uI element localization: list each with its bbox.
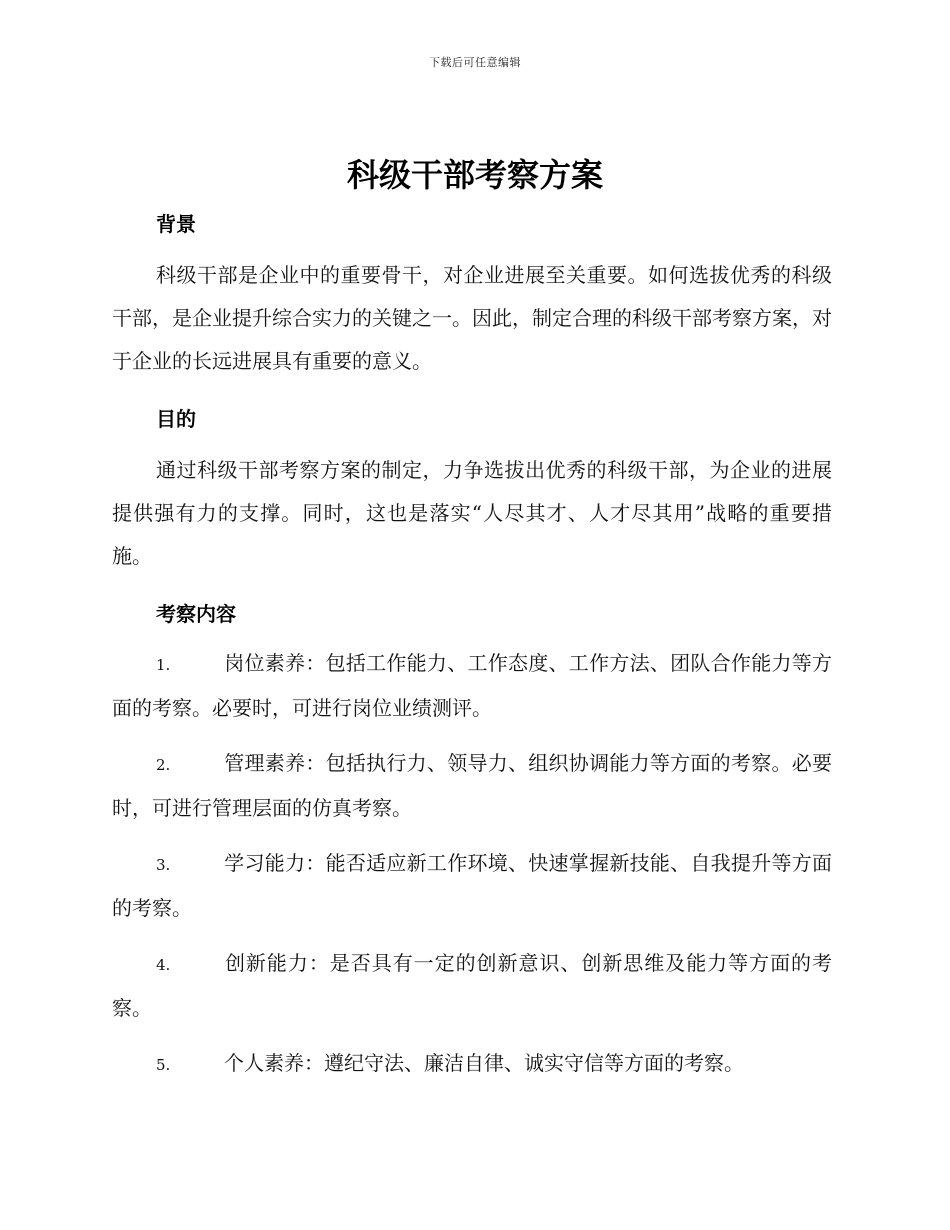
document-body	[112, 200, 832, 1099]
section-heading: 考察内容	[156, 602, 236, 626]
list-item-text: 岗位素养：包括工作能力、工作态度、工作方法、团队合作能力等方面的考察。必要时，可进行岗位业绩测评。	[112, 651, 832, 720]
document-title: 科级干部考察方案	[346, 156, 603, 194]
section-paragraph: 通过科级干部考察方案的制定，力争选拔出优秀的科级干部，为企业的进展提供强有力的支撑。同时，这也是落实“人尽其才、人才尽其用”战略的重要措施。	[112, 458, 832, 568]
list-number: 4.	[156, 956, 171, 974]
list-item	[112, 842, 832, 930]
list-item	[112, 642, 832, 730]
section-background	[112, 204, 832, 383]
list-item-text: 学习能力：能否适应新工作环境、快速掌握新技能、自我提升等方面的考察。	[112, 851, 832, 920]
list-number: 2.	[156, 756, 171, 774]
section-inspection-content	[112, 594, 832, 1087]
list-item-text: 个人素养：遵纪守法、廉洁自律、诚实守信等方面的考察。	[224, 1051, 744, 1075]
list-item-text: 管理素养：包括执行力、领导力、组织协调能力等方面的考察。必要时，可进行管理层面的仿真考察。	[112, 751, 832, 820]
header-note: 下载后可任意编辑	[429, 56, 521, 69]
list-item	[112, 942, 832, 1030]
list-item-text: 创新能力：是否具有一定的创新意识、创新思维及能力等方面的考察。	[112, 951, 832, 1020]
list-number: 1.	[156, 656, 171, 674]
section-paragraph: 科级干部是企业中的重要骨干，对企业进展至关重要。如何选拔优秀的科级干部，是企业提升综合实力的关键之一。因此，制定合理的科级干部考察方案，对于企业的长远进展具有重要的意义。	[112, 263, 832, 373]
list-number: 3.	[156, 856, 171, 874]
section-purpose	[112, 399, 832, 578]
list-number: 5.	[156, 1056, 171, 1074]
inspection-list	[112, 642, 832, 1087]
list-item	[112, 1042, 832, 1087]
section-heading: 背景	[156, 212, 196, 236]
section-heading: 目的	[156, 407, 196, 431]
list-item	[112, 742, 832, 830]
